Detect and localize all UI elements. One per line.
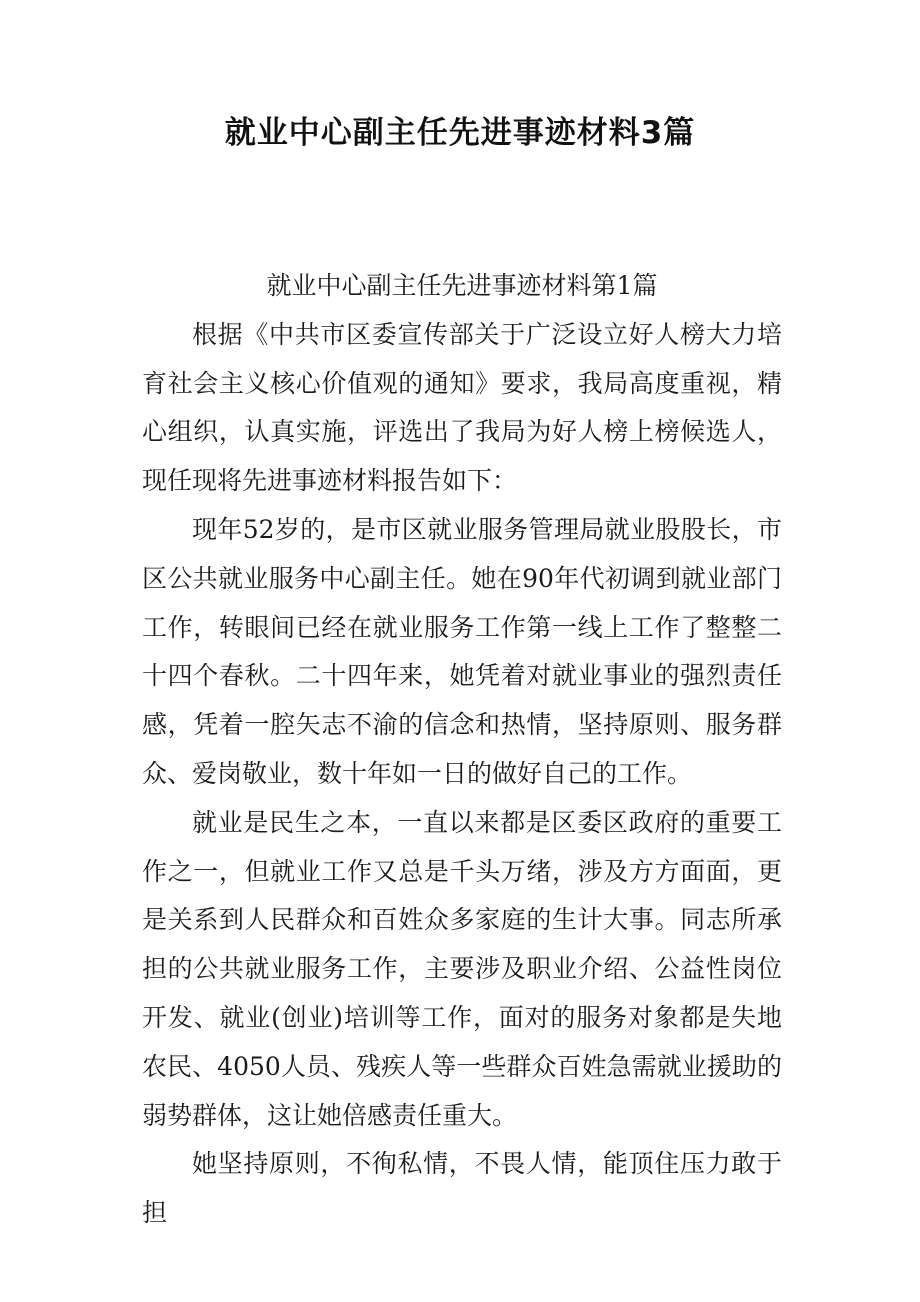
document-body bbox=[142, 262, 782, 1238]
paragraph-4: 她坚持原则，不徇私情，不畏人情，能顶住压力敢于担 bbox=[142, 1149, 782, 1228]
document-title: 就业中心副主任先进事迹材料3篇 bbox=[224, 115, 696, 151]
paragraph-2: 现年52岁的，是市区就业服务管理局就业股股长，市区公共就业服务中心副主任。她在90年代初调到就业部门工作，转眼间已经在就业服务工作第一线上工作了整整二十四个春秋。二十四年来，她凭着对就业事业的强烈责任感，凭着一腔矢志不渝的信念和热情，坚持原则、服务群众、爱岗敬业，数十年如一日的做好自己的工作。 bbox=[142, 514, 782, 788]
paragraph-1: 根据《中共市区委宣传部关于广泛设立好人榜大力培育社会主义核心价值观的通知》要求，我局高度重视，精心组织，认真实施，评选出了我局为好人榜上榜候选人，现任现将先进事迹材料报告如下： bbox=[142, 319, 782, 496]
section-subtitle: 就业中心副主任先进事迹材料第1篇 bbox=[266, 271, 658, 300]
paragraph-3: 就业是民生之本，一直以来都是区委区政府的重要工作之一，但就业工作又总是千头万绪，涉及方方面面，更是关系到人民群众和百姓众多家庭的生计大事。同志所承担的公共就业服务工作，主要涉及职业介绍、公益性岗位开发、就业(创业)培训等工作，面对的服务对象都是失地农民、4050人员、残疾人等一些群众百姓急需就业援助的弱势群体，这让她倍感责任重大。 bbox=[142, 807, 782, 1130]
